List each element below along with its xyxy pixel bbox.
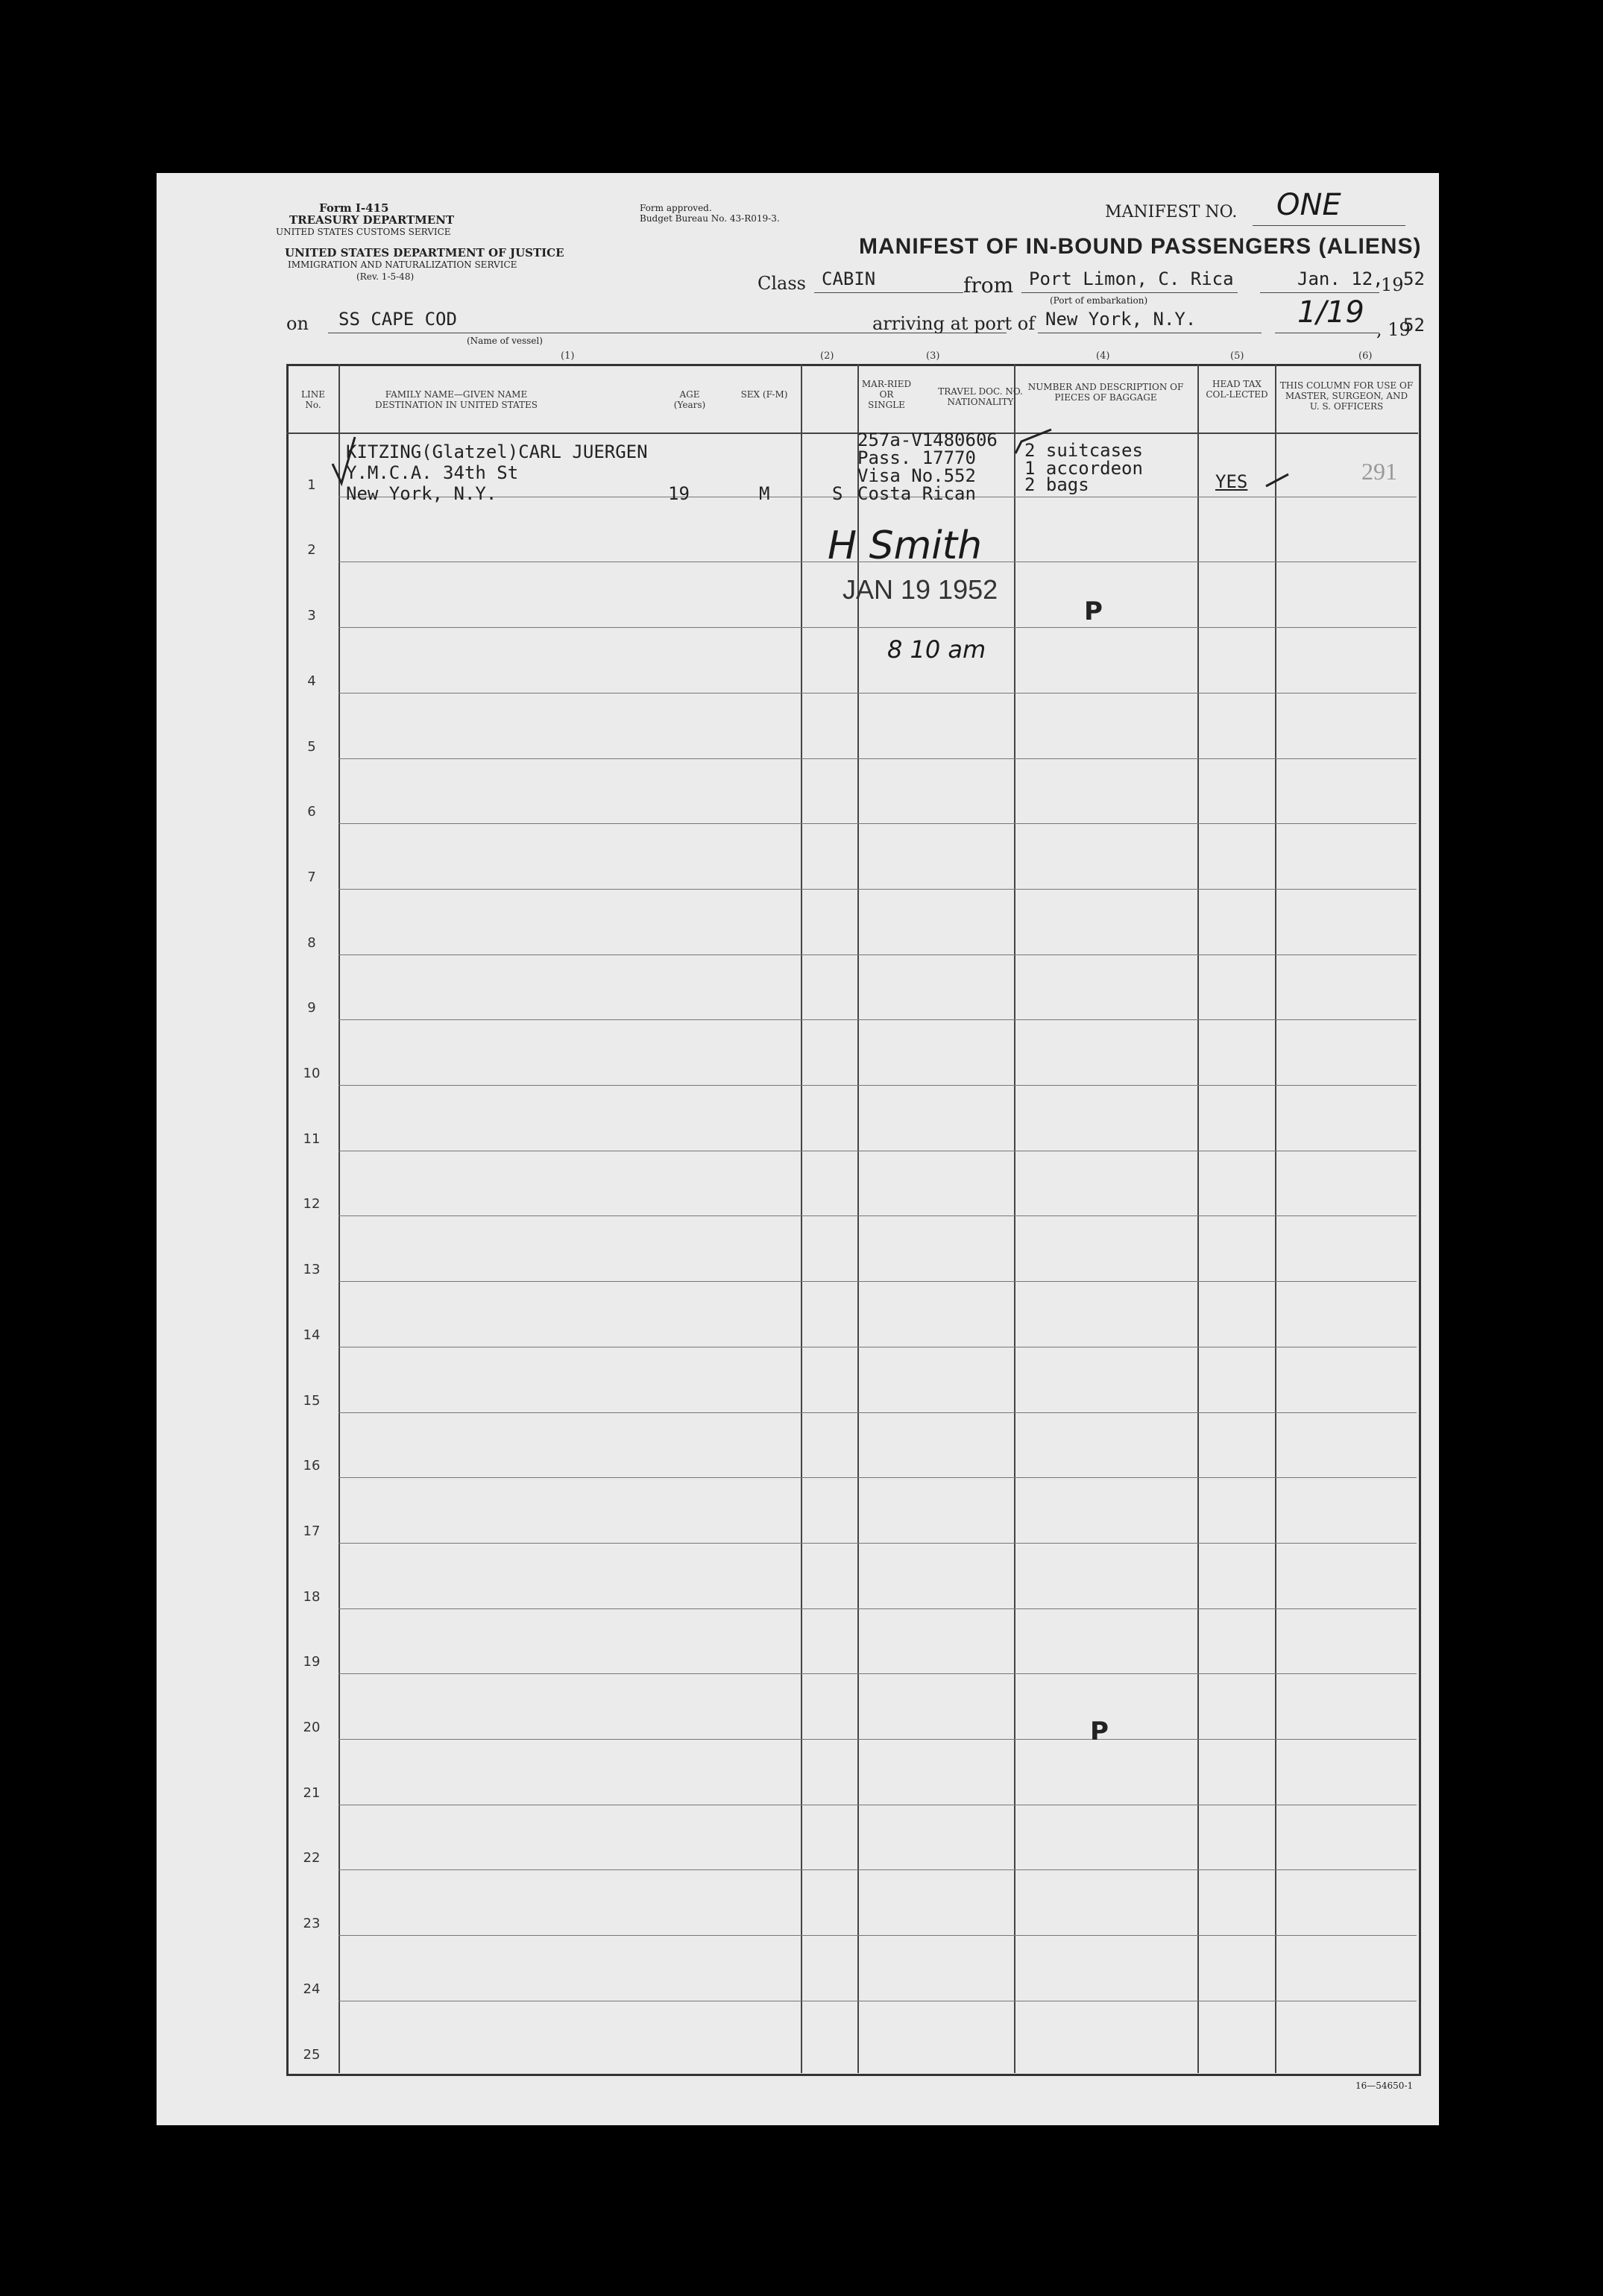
row-rule <box>338 1281 1417 1282</box>
row-rule <box>338 954 1417 955</box>
tick-mark-icon <box>1263 468 1293 491</box>
justice-department: UNITED STATES DEPARTMENT OF JUSTICE <box>285 246 564 260</box>
checkmark-icon <box>1011 419 1056 456</box>
manifest-no-line <box>1253 225 1405 226</box>
arrival-date: 1/19 <box>1297 295 1364 330</box>
row-rule <box>338 1608 1417 1609</box>
line-number: 1 <box>307 477 316 493</box>
form-approved: Form approved. <box>640 203 712 213</box>
inspection-time: 8 10 am <box>887 635 986 664</box>
departure-date-line <box>1260 292 1379 293</box>
line-number: 20 <box>303 1720 321 1735</box>
inspection-mark: P <box>1084 597 1103 626</box>
line-number: 23 <box>303 1916 321 1932</box>
arrival-port: New York, N.Y. <box>1045 309 1197 330</box>
nationality: Costa Rican <box>857 483 976 504</box>
line-number: 11 <box>303 1130 321 1147</box>
header-officers: THIS COLUMN FOR USE OF MASTER, SURGEON, AND U. S. OFFICERS <box>1279 380 1414 412</box>
line-number: 22 <box>303 1850 321 1866</box>
column-divider <box>1275 364 1276 2073</box>
year-value-1: 52 <box>1403 268 1425 289</box>
manifest-table <box>286 364 1421 2076</box>
line-number: 14 <box>303 1327 321 1343</box>
header-baggage: NUMBER AND DESCRIPTION OF PIECES OF BAGGAGE <box>1027 382 1184 403</box>
line-number: 6 <box>307 804 316 820</box>
column-divider <box>857 364 859 2073</box>
row-rule <box>338 758 1417 759</box>
year-prefix-2: , 19 <box>1376 319 1411 340</box>
inspection-mark: P <box>1090 1717 1109 1746</box>
column-number: (1) <box>561 350 575 362</box>
line-number: 5 <box>307 738 316 755</box>
row-rule <box>338 1477 1417 1478</box>
form-code: 16—54650-1 <box>1355 2080 1414 2091</box>
budget-bureau: Budget Bureau No. 43-R019-3. <box>640 213 780 224</box>
manifest-no-label: MANIFEST NO. <box>1105 203 1238 221</box>
checkmark-icon <box>330 434 359 486</box>
line-number: 19 <box>303 1654 321 1670</box>
year-value-2: 52 <box>1403 315 1425 336</box>
line-number: 13 <box>303 1262 321 1278</box>
column-number: (6) <box>1358 350 1373 362</box>
inspector-signature: H Smith <box>828 523 983 568</box>
manifest-title: MANIFEST OF IN-BOUND PASSENGERS (ALIENS) <box>859 234 1422 259</box>
row-rule <box>338 627 1417 628</box>
visa-number: Visa No.552 <box>857 465 976 486</box>
class-label: Class <box>758 273 806 294</box>
row-rule <box>338 1019 1417 1020</box>
on-label: on <box>286 313 309 334</box>
row-rule <box>338 1085 1417 1086</box>
line-number: 2 <box>307 542 316 559</box>
header-married: MAR-RIED OR SINGLE <box>861 379 912 410</box>
column-divider <box>801 364 802 2073</box>
passport-number: Pass. 17770 <box>857 447 976 468</box>
header-destination: DESTINATION IN UNITED STATES <box>375 400 538 410</box>
column-number: (2) <box>820 350 834 362</box>
manifest-no-value: ONE <box>1276 188 1341 222</box>
line-number: 25 <box>303 2046 321 2063</box>
line-number: 8 <box>307 934 316 951</box>
from-label: from <box>963 273 1014 298</box>
row-rule <box>338 1543 1417 1544</box>
baggage-line-3: 2 bags <box>1024 474 1089 495</box>
line-number: 12 <box>303 1196 321 1213</box>
line-number: 7 <box>307 869 316 885</box>
from-line <box>1021 292 1238 293</box>
passenger-married: S <box>832 483 843 504</box>
vessel-label: (Name of vessel) <box>467 336 543 346</box>
destination-city: New York, N.Y. <box>346 483 497 504</box>
header-divider <box>286 433 1418 434</box>
line-number: 17 <box>303 1523 321 1539</box>
row-rule <box>338 823 1417 824</box>
header-family-name: FAMILY NAME—GIVEN NAME <box>385 389 528 400</box>
header-sex: SEX (F-M) <box>740 389 788 400</box>
head-tax-value: YES <box>1215 471 1248 492</box>
header-head-tax: HEAD TAX COL-LECTED <box>1206 379 1268 400</box>
customs-service: UNITED STATES CUSTOMS SERVICE <box>276 227 451 237</box>
column-number: (3) <box>926 350 940 362</box>
column-divider <box>1197 364 1199 2073</box>
line-number: 3 <box>307 608 316 624</box>
passenger-name: KITZING(Glatzel)CARL JUERGEN <box>346 441 648 462</box>
column-divider <box>1014 364 1015 2073</box>
departure-date: Jan. 12, <box>1297 268 1384 289</box>
inspection-date-stamp: JAN 19 1952 <box>843 574 998 605</box>
destination-address: Y.M.C.A. 34th St <box>346 462 519 483</box>
baggage-line-2: 1 accordeon <box>1024 458 1143 479</box>
row-rule <box>338 889 1417 890</box>
row-rule <box>338 1412 1417 1413</box>
baggage-line-1: 2 suitcases <box>1024 440 1143 461</box>
from-value: Port Limon, C. Rica <box>1029 268 1234 289</box>
passenger-sex: M <box>759 483 770 504</box>
travel-doc-number: 257a-V1480606 <box>857 430 998 450</box>
row-rule <box>338 1739 1417 1740</box>
form-revision: (Rev. 1-5-48) <box>356 271 415 282</box>
header-age: AGE (Years) <box>673 389 706 410</box>
ins-service: IMMIGRATION AND NATURALIZATION SERVICE <box>288 260 517 270</box>
row-rule <box>338 1935 1417 1936</box>
row-rule <box>338 1673 1417 1674</box>
form-number: Form I-415 <box>319 201 389 215</box>
column-number: (4) <box>1096 350 1110 362</box>
passenger-age: 19 <box>668 483 690 504</box>
class-value: CABIN <box>822 268 876 289</box>
header-travel-doc: TRAVEL DOC. NO. NATIONALITY <box>938 386 1023 407</box>
column-divider <box>338 364 340 2073</box>
line-number: 15 <box>303 1392 321 1409</box>
line-number: 18 <box>303 1588 321 1605</box>
line-number: 16 <box>303 1458 321 1474</box>
line-number: 21 <box>303 1784 321 1801</box>
vessel-name: SS CAPE COD <box>338 309 457 330</box>
line-number: 4 <box>307 673 316 689</box>
header-line-no: LINE No. <box>301 389 325 410</box>
line-number: 9 <box>307 1000 316 1016</box>
line-number: 24 <box>303 1981 321 1997</box>
row-rule <box>338 1215 1417 1216</box>
manifest-sheet <box>157 173 1439 2125</box>
treasury-department: TREASURY DEPARTMENT <box>289 213 455 227</box>
line-number: 10 <box>303 1066 321 1081</box>
row-rule <box>338 1869 1417 1870</box>
arriving-label: arriving at port of <box>872 313 1036 334</box>
year-prefix-1: 19 <box>1381 274 1404 295</box>
column-number: (5) <box>1230 350 1244 362</box>
officer-number: 291 <box>1361 458 1397 485</box>
embarkation-label: (Port of embarkation) <box>1050 295 1148 306</box>
class-line <box>814 292 963 293</box>
